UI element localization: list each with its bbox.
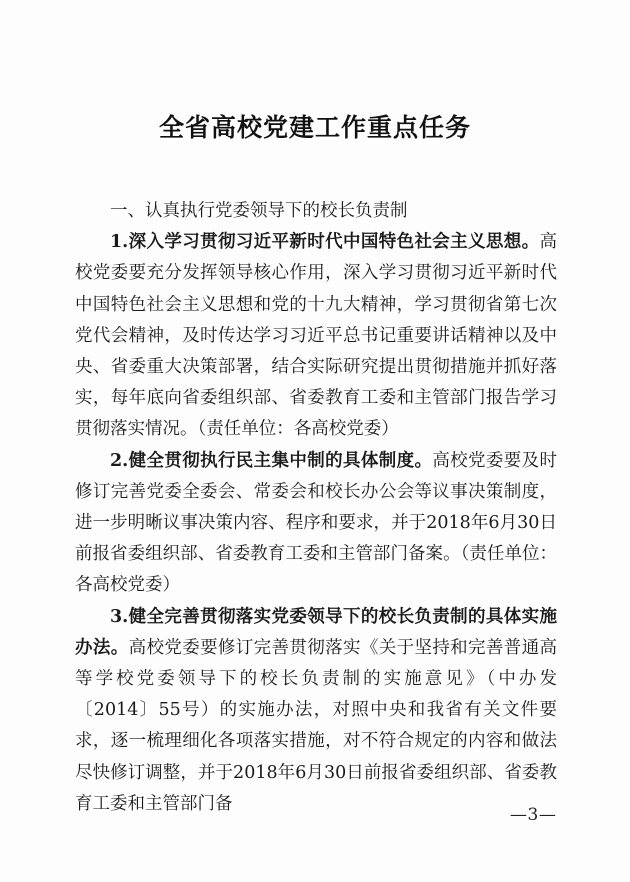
paragraph-item-1 (75, 227, 557, 445)
item-1-lead: 1.深入学习贯彻习近平新时代中国特色社会主义思想。 (110, 232, 540, 253)
document-body (75, 196, 557, 820)
paragraph-item-3 (75, 602, 557, 820)
section-heading: 一、认真执行党委领导下的校长负责制 (110, 201, 408, 221)
item-1-text: 高校党委要充分发挥领导核心作用，深入学习贯彻习近平新时代中国特色社会主义思想和党的十九大精神，学习贯彻省第七次党代会精神，及时传达学习习近平总书记重要讲话精神以及中央、省委重大决策部署，结合实际研究提出贯彻措施并抓好落实，每年底向省委组织部、省委教育工委和主管部门报告学习贯彻落实情况。（责任单位：各高校党委） (75, 232, 557, 440)
paragraph-item-2 (75, 446, 557, 602)
page-title: 全省高校党建工作重点任务 (158, 113, 471, 142)
item-3-text: 高校党委要修订完善贯彻落实《关于坚持和完善普通高等学校党委领导下的校长负责制的实施意见》（中办发〔2014〕55号）的实施办法，对照中央和我省有关文件要求，逐一梳理细化各项落实措施，对不符合规定的内容和做法尽快修订调整，并于2018年6月30日前报省委组织部、省委教育工委和主管部门备 (75, 637, 558, 814)
item-2-lead: 2.健全贯彻执行民主集中制的具体制度。 (110, 450, 433, 471)
page-number: —3— (510, 805, 557, 825)
item-2-text: 高校党委要及时修订完善党委全委会、常委会和校长办公会等议事决策制度，进一步明晰议事决策内容、程序和要求，并于2018年6月30日前报省委组织部、省委教育工委和主管部门备案。（责任单位：各高校党委） (75, 450, 557, 596)
item-3-lead: 3.健全完善贯彻落实党委领导下的校长负责制的具体实施办法。 (75, 606, 557, 658)
